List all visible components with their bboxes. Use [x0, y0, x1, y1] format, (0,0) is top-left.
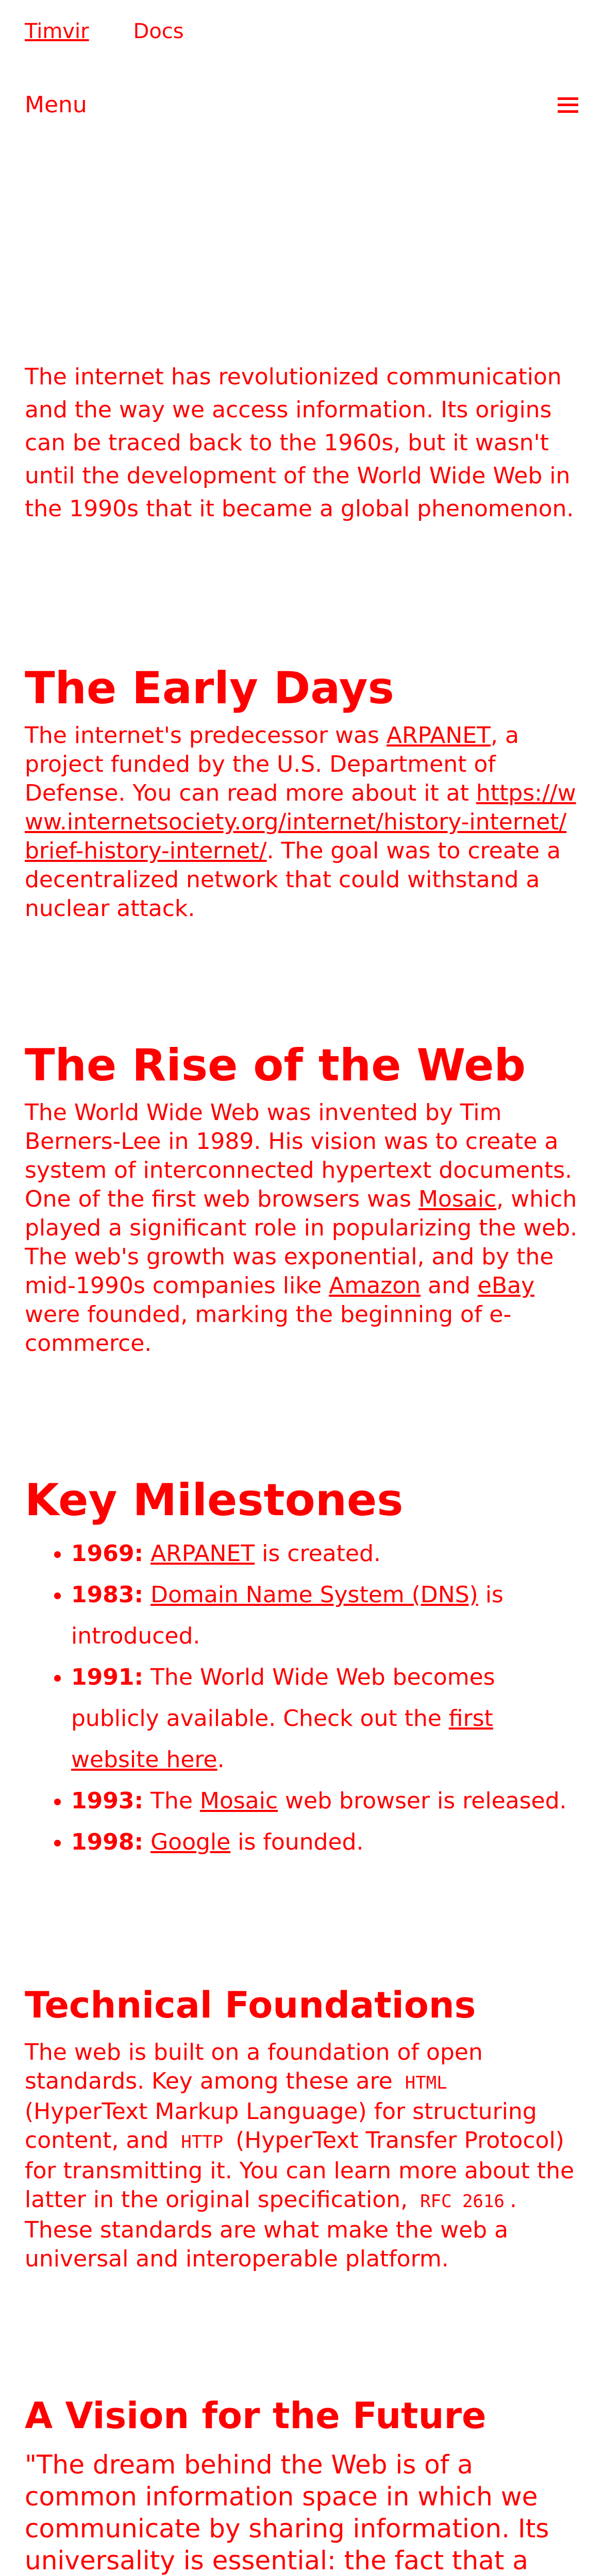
vision-heading: A Vision for the Future: [25, 2395, 487, 2437]
rise-text-3: were founded, marking the beginning of e-commerce.: [25, 1301, 512, 1357]
early-days-heading: The Early Days: [25, 663, 394, 714]
milestone-year: 1998:: [71, 1829, 144, 1855]
milestone-rest: is created.: [255, 1540, 381, 1567]
found-text-4: . These standards are what make the web a universal and interoperable platform.: [25, 2187, 517, 2272]
docs-link[interactable]: Docs: [133, 20, 184, 43]
mosaic-link[interactable]: Mosaic: [199, 1788, 278, 1814]
menu-label[interactable]: Menu: [25, 92, 87, 118]
milestone-item: [71, 1657, 578, 1781]
milestone-year: 1969:: [71, 1540, 144, 1567]
amazon-link[interactable]: Amazon: [329, 1273, 421, 1299]
rise-and: and: [428, 1273, 471, 1299]
rfc-code: RFC 2616: [420, 2191, 505, 2212]
top-nav: [25, 20, 184, 43]
ebay-link[interactable]: eBay: [477, 1273, 535, 1299]
rise-text-1: The World Wide Web was invented by Tim Berners-Lee in 1989. His vision was to create a system of interconnected hypertext documents. One of the first web browsers was: [25, 1099, 573, 1212]
milestone-item: [71, 1574, 578, 1657]
first-website-link[interactable]: first website here: [71, 1705, 493, 1773]
found-text-1: The web is built on a foundation of open standards. Key among these are: [25, 2039, 483, 2094]
rise-web-heading: The Rise of the Web: [25, 1040, 526, 1091]
early-text-2: , a project funded by the U.S. Department of Defense. You can read more about it at: [25, 722, 519, 806]
html-code: HTML: [405, 2073, 447, 2093]
milestone-rest-2: .: [217, 1747, 225, 1773]
milestone-year: 1991:: [71, 1664, 144, 1690]
milestone-year: 1983:: [71, 1582, 144, 1608]
milestone-item: [71, 1533, 578, 1574]
early-text-3: . The goal was to create a decentralized network that could withstand a nuclear attack.: [25, 838, 561, 922]
menu-bar: [25, 92, 578, 118]
rise-text-2: , which played a significant role in popularizing the web. The web's growth was exponential, and by the mid-1990s companies like: [25, 1186, 578, 1299]
milestones-heading: Key Milestones: [25, 1475, 404, 1526]
milestone-rest: The: [143, 1788, 200, 1814]
milestone-rest: The World Wide Web becomes publicly available. Check out the: [71, 1664, 495, 1732]
http-code: HTTP: [181, 2132, 224, 2153]
hamburger-icon[interactable]: [558, 97, 578, 113]
arpanet-link[interactable]: ARPANET: [386, 722, 491, 749]
milestone-year: 1993:: [71, 1788, 144, 1814]
mosaic-link[interactable]: Mosaic: [418, 1186, 497, 1212]
milestone-item: [71, 1781, 578, 1822]
milestone-link[interactable]: Domain Name System (DNS): [150, 1582, 478, 1608]
early-days-paragraph: [25, 721, 578, 923]
intro-paragraph: The internet has revolutionized communication and the way we access information. Its origins can be traced back to the 1960s, but it wasn't until the development of the World Wide Web in the 1990s that it became a global phenomenon.: [25, 364, 574, 522]
found-text-2: (HyperText Markup Language) for structuring content, and: [25, 2098, 537, 2154]
found-text-3: (HyperText Transfer Protocol) for transmitting it. You can learn more about the latter in the original specification,: [25, 2127, 575, 2213]
milestones-list: [25, 1533, 578, 1863]
milestone-rest-2: web browser is released.: [278, 1788, 567, 1814]
milestone-link[interactable]: Google: [150, 1829, 231, 1855]
milestone-link[interactable]: ARPANET: [150, 1540, 255, 1567]
foundations-heading: Technical Foundations: [25, 1984, 476, 2026]
history-url-link[interactable]: https://www.internetsociety.org/internet/history-internet/brief-history-internet/: [25, 780, 576, 864]
rise-web-paragraph: [25, 1098, 578, 1358]
milestone-rest: is introduced.: [71, 1582, 504, 1649]
milestone-rest: is founded.: [230, 1829, 364, 1855]
milestone-item: [71, 1822, 578, 1863]
vision-quote: "The dream behind the Web is of a common information space in which we communicate by sharing information. Its universality is essential: the fact that a: [25, 2450, 549, 2575]
early-text-1: The internet's predecessor was: [25, 722, 379, 749]
article-content: [25, 361, 578, 2576]
foundations-paragraph: [25, 2038, 578, 2274]
brand-link[interactable]: Timvir: [25, 20, 89, 43]
